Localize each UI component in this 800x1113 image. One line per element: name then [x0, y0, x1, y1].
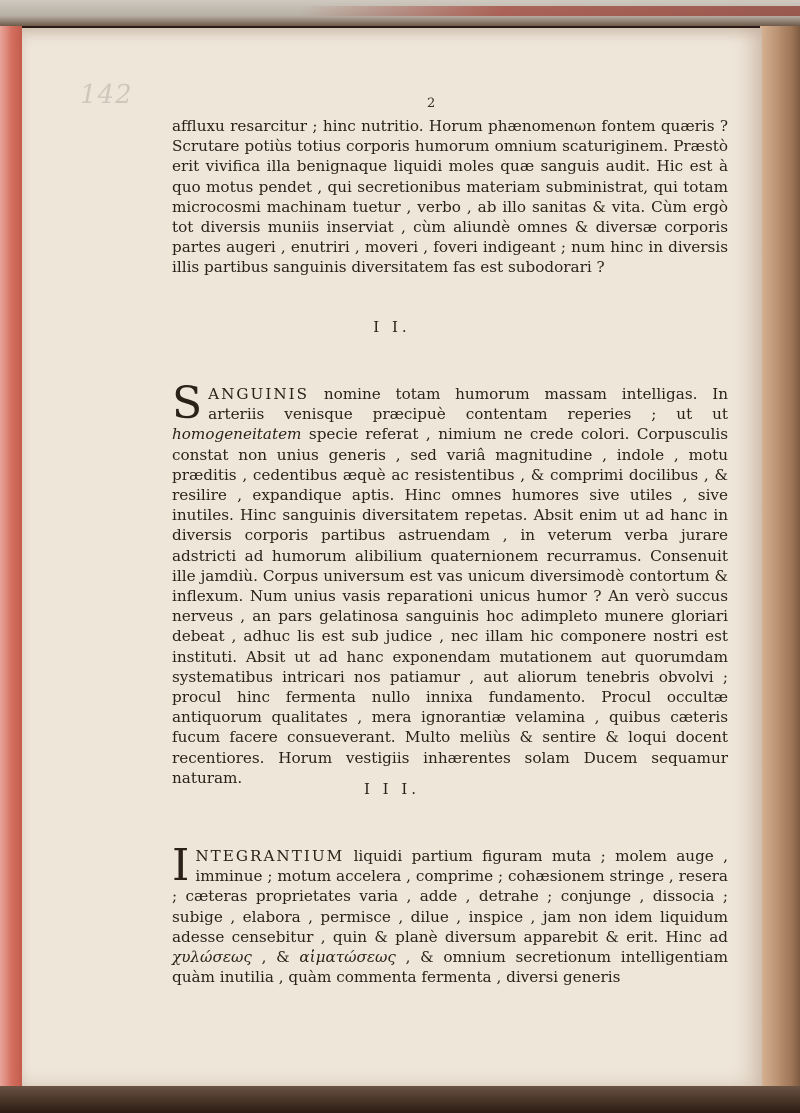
paragraph-3-text-a: liquidi partium figuram muta ; molem auge , imminue ; motum accelera , comprime ; cohæsionem stringe , resera ; cæteras proprietates varia , adde , detrahe ; conjunge , dissocia ; subige , elabora , permisce , dilue , inspice , jam non idem liquidum adesse censebitur , quin & planè diversum apparebit & erit. Hinc ad [172, 847, 728, 946]
section-heading-3: I I I. [363, 780, 421, 798]
paragraph-3 [172, 840, 728, 987]
paragraph-3-text-b: , & [251, 948, 300, 967]
paragraph-2-text-a: nomine totam humorum massam intelligas. In arteriis venisque præcipuè contentam reperies ; ut ut [208, 385, 728, 424]
book-page [22, 28, 762, 1086]
book-top-edge [0, 0, 800, 26]
signature-mark: 2 [427, 96, 436, 111]
paragraph-1: affluxu resarcitur ; hinc nutritio. Horum phænomenωn fontem quæris ? Scrutare potiùs totius corporis humorum omnium scaturiginem. Præstò erit vivifica illa benignaque liquidi moles quæ sanguis audit. Hic est à quo motus pendet , qui secretionibus materiam subministrat, qui totam microcosmi machinam tuetur , verbo , ab illo sanitas & vita. Cùm ergò tot diversis muniis inserviat , cùm aliundè omnes & diversæ corporis partes augeri , enutriri , moveri , foveri indigeant ; num hinc in diversis illis partibus sanguinis diversitatem fas est subodorari ? [172, 117, 728, 277]
greek-term-2: αἱματώσεως [299, 948, 396, 967]
paragraph-3-text-c: , & omnium secretionum intelligentiam quàm inutilia , quàm commenta fermenta , diversi generis [172, 948, 728, 987]
drop-capital: S [172, 378, 203, 429]
book-left-page-edge [0, 26, 22, 1113]
book-spine-red-edge [300, 6, 800, 16]
folio-number: 142 [80, 80, 133, 110]
paragraph-2-text-b: specie referat , nimium ne crede colori. Corpusculis constat non unius generis , sed variâ magnitudine , indole , motu præditis , cedentibus æquè ac resistentibus , & comprimi docilibus , & resilire , expandique aptis. Hinc omnes humores sive utiles , sive inutiles. Hinc sanguinis diversitatem repetas. Absit enim ut ad hanc in diversis corporis partibus astruendam , in veterum verba jurare adstricti ad humorum alibilium quaternionem recurramus. Consenuit ille jamdiù. Corpus universum est vas unicum diversimodè contortum & inflexum. Num unius vasis reparationi unicus humor ? An verò succus nerveus , an pars gelatinosa sanguinis hoc adimpleto munere gloriari debeat , adhuc lis est sub judice , nec illam hic componere nostri est instituti. Absit ut ad hanc exponendam mutationem aut quorumdam systematibus intricari nos patiamur , aut aliorum tenebris obvolvi ; procul hinc fermenta nullo innixa fundamento. Procul occultæ antiquorum qualitates , mera ignorantiæ velamina , quibus cæteris fucum facere consueverant. Multo meliùs & sentire & loqui docent recentiores. Horum vestigiis inhærentes solam Ducem sequamur naturam. [172, 425, 728, 787]
lead-capitals: ANGUINIS [208, 385, 310, 403]
lead-capitals: NTEGRANTIUM [195, 847, 345, 865]
section-heading-2: I I. [373, 318, 411, 336]
paragraph-2 [172, 378, 728, 788]
drop-capital: I [172, 840, 190, 891]
italic-term: homogeneitatem [172, 425, 302, 444]
book-right-page-edge [760, 26, 800, 1113]
greek-term-1: χυλώσεως [172, 948, 252, 967]
book-bottom-edge [0, 1086, 800, 1113]
